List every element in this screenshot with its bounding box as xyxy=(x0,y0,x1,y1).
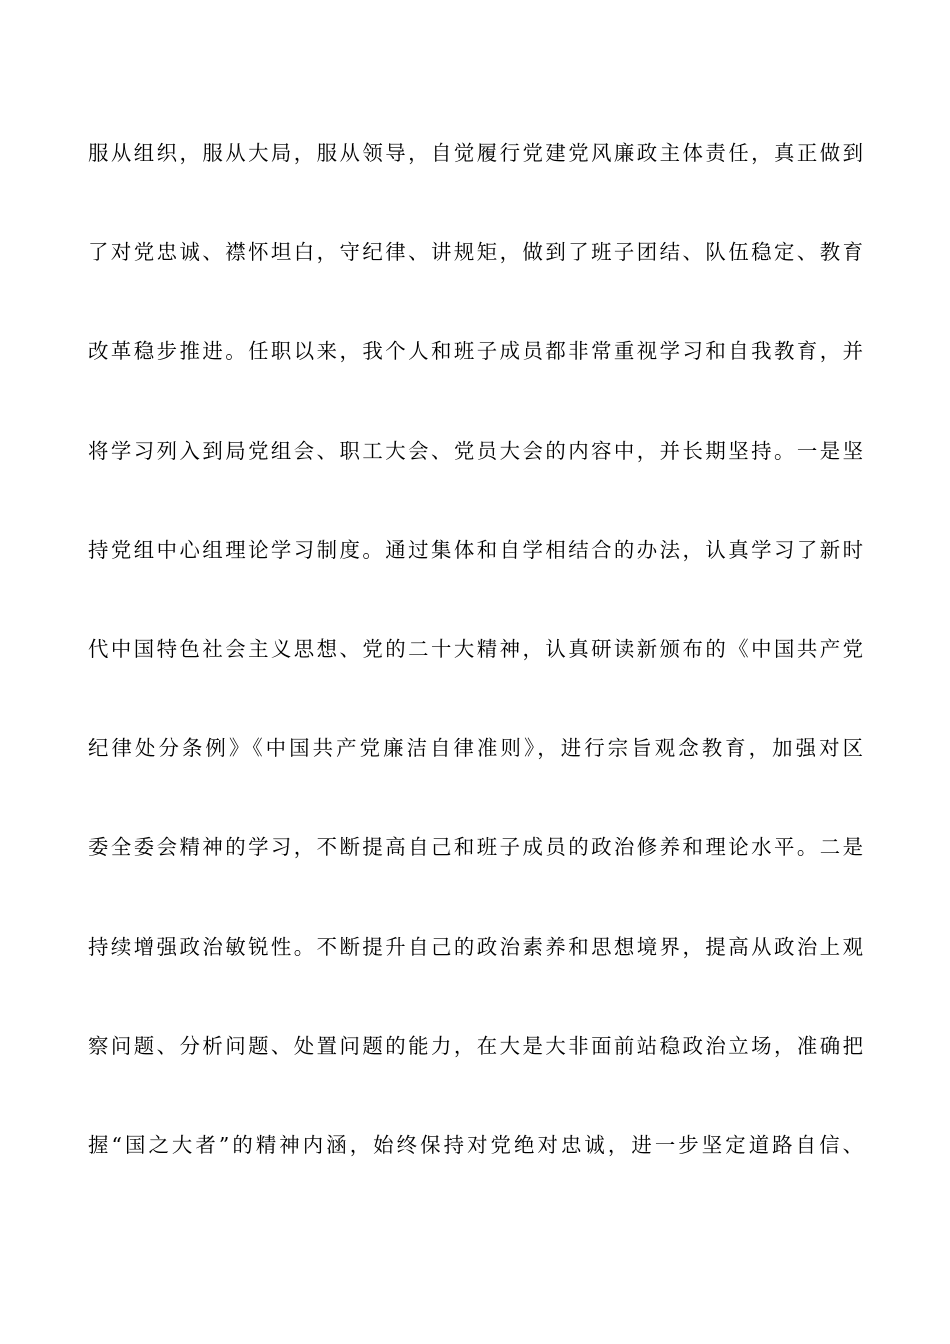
text-line: 持续增强政治敏锐性。不断提升自己的政治素养和思想境界，提高从政治上观 xyxy=(88,934,863,959)
text-line: 服从组织，服从大局，服从领导，自觉履行党建党风廉政主体责任，真正做到 xyxy=(88,141,863,165)
text-line: 了对党忠诚、襟怀坦白，守纪律、讲规矩，做到了班子团结、队伍稳定、教育 xyxy=(88,240,863,265)
text-line: 握“国之大者”的精神内涵，始终保持对党绝对忠诚，进一步坚定道路自信、 xyxy=(88,1132,863,1157)
text-line: 持党组中心组理论学习制度。通过集体和自学相结合的办法，认真学习了新时 xyxy=(88,537,863,562)
text-line: 代中国特色社会主义思想、党的二十大精神，认真研读新颁布的《中国共产党 xyxy=(88,636,863,661)
text-line: 委全委会精神的学习，不断提高自己和班子成员的政治修养和理论水平。二是 xyxy=(88,835,863,860)
text-line: 纪律处分条例》《中国共产党廉洁自律准则》，进行宗旨观念教育，加强对区 xyxy=(88,736,863,761)
text-line: 将学习列入到局党组会、职工大会、党员大会的内容中，并长期坚持。一是坚 xyxy=(88,438,863,463)
text-line: 改革稳步推进。任职以来，我个人和班子成员都非常重视学习和自我教育，并 xyxy=(88,339,863,364)
body-paragraph xyxy=(88,133,863,1224)
text-line: 察问题、分析问题、处置问题的能力，在大是大非面前站稳政治立场，准确把 xyxy=(88,1033,863,1058)
